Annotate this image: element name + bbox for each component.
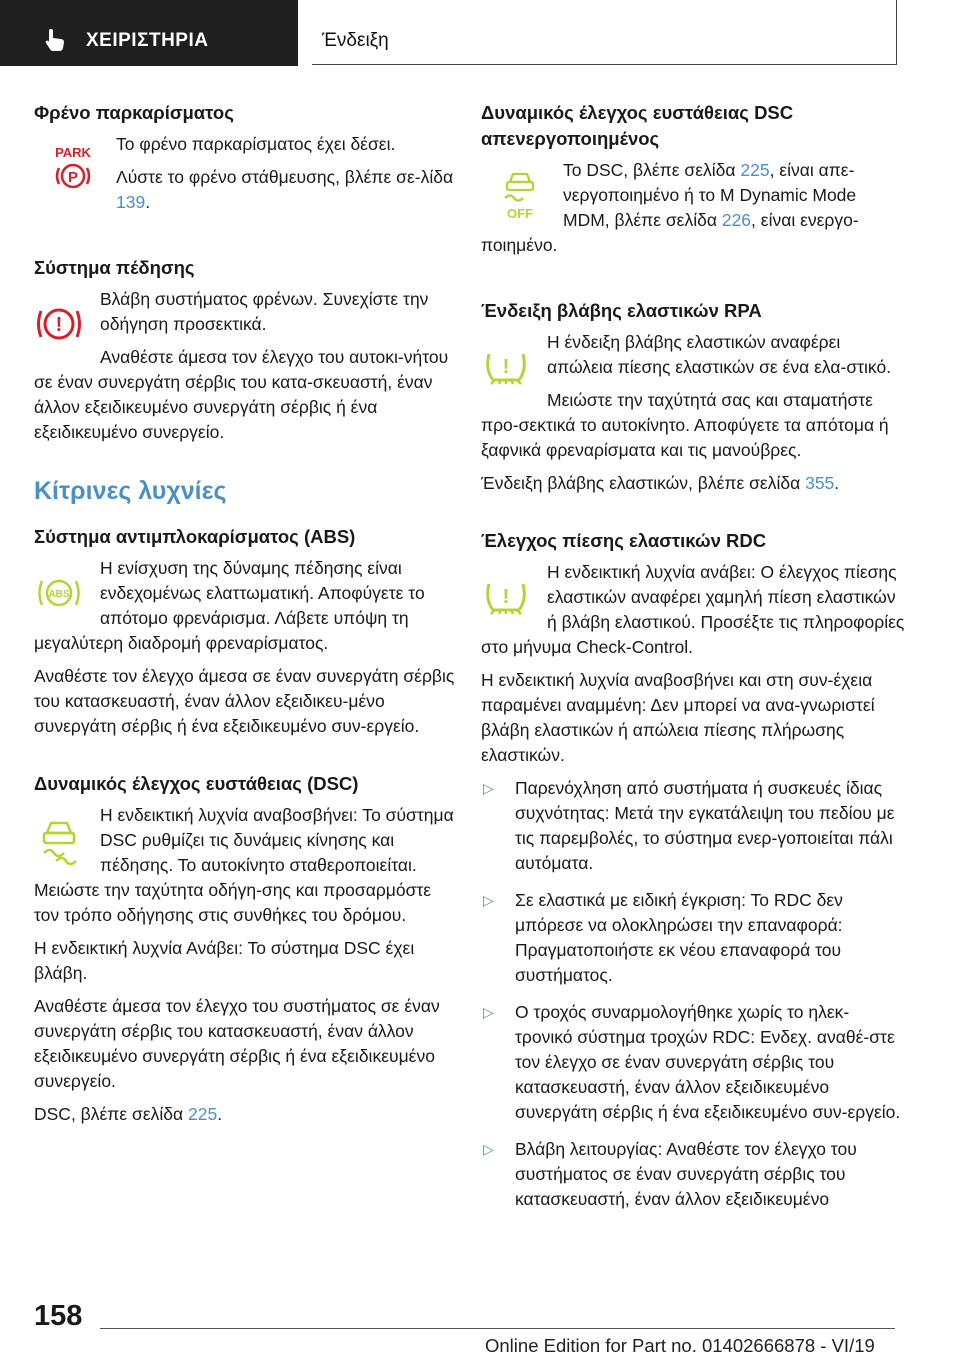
rpa-entry — [481, 298, 906, 496]
page-link-355[interactable]: 355 — [805, 473, 835, 493]
dsc-off-title: Δυναμικός έλεγχος ευστάθειας DSC απενεργοποιημένος — [481, 102, 794, 149]
triangle-bullet-icon: ▷ — [483, 892, 494, 908]
dsc-off-icon — [495, 168, 545, 222]
footer-divider — [100, 1328, 895, 1329]
brake-system-title: Σύστημα πέδησης — [34, 257, 195, 278]
section-box — [312, 0, 897, 65]
page-link-139[interactable]: 139 — [116, 192, 146, 212]
abs-title: Σύστημα αντιμπλοκαρίσματος (ABS) — [34, 526, 356, 547]
rdc-text-2: Η ενδεικτική λυχνία αναβοσβήνει και στη συν-έχεια παραμένει αναμμένη: Δεν μπορεί να ανα-γνωριστεί βλάβη ελαστικών ή απώλεια πίεσης πλήρωσης ελαστικών. — [481, 670, 875, 765]
list-item: ▷ Παρενόχληση από συστήματα ή συσκευές ίδιας συχνότητας: Μετά την εγκατάλειψη του πεδίου με τις παρεμβολές, το σύστημα ενερ-γοποιείται πάλι αυτόματα. — [483, 778, 895, 873]
page-link-226[interactable]: 226 — [721, 210, 752, 230]
dsc-skid-icon — [34, 813, 84, 867]
park-brake-entry — [34, 100, 459, 223]
abs-text-2: Αναθέστε τον έλεγχο άμεσα σε έναν συνεργάτη σέρβις του κατασκευαστή, έναν άλλον εξειδικευ-μένο συνεργάτη σέρβις ή ένα εξειδικευμένο συν-εργείο. — [34, 666, 455, 736]
yellow-lights-heading: Κίτρινες λυχνίες — [34, 477, 227, 505]
manual-section-label: ΧΕΙΡΙΣΤΗΡΙΑ — [86, 30, 209, 51]
dsc-text-2: Η ενδεικτική λυχνία Ανάβει: Το σύστημα DSC έχει βλάβη. — [34, 938, 415, 983]
park-brake-text-1: Το φρένο παρκαρίσματος έχει δέσει. — [116, 134, 396, 154]
page-header — [0, 0, 960, 66]
rdc-title: Έλεγχος πίεσης ελαστικών RDC — [481, 530, 767, 551]
page-link-225b[interactable]: 225 — [740, 160, 770, 180]
dsc-entry — [34, 771, 459, 1127]
list-item: ▷ Βλάβη λειτουργίας: Αναθέστε τον έλεγχο του συστήματος σε έναν συνεργάτη σέρβις του κατασκευαστή, έναν άλλον εξειδικευμένο — [483, 1139, 857, 1209]
abs-icon — [34, 566, 84, 620]
list-item: ▷ Σε ελαστικά με ειδική έγκριση: Το RDC δεν μπόρεσε να ολοκληρώσει την επαναφορά: Πραγματοποιήστε εκ νέου επαναφορά του συστήματος. — [483, 890, 843, 985]
rpa-text-1: Η ένδειξη βλάβης ελαστικών αναφέρει απώλεια πίεσης ελαστικών σε ένα ελα-στικό. — [547, 332, 892, 377]
tire-pressure-icon — [481, 570, 531, 624]
park-brake-title: Φρένο παρκαρίσματος — [34, 102, 234, 123]
park-brake-icon — [48, 142, 98, 196]
list-item: ▷ Ο τροχός συναρμολογήθηκε χωρίς το ηλεκ-τρονικό σύστημα τροχών RDC: Ενδεχ. αναθέ-στε τον έλεγχο σε έναν συνεργάτη σέρβις του κατασκευαστή, έναν άλλον εξειδικευμένο συνεργάτη σέρβις ή ένα εξειδικευμένο συν-εργείο. — [483, 1002, 901, 1122]
dsc-off-text-1: Το DSC, βλέπε σελίδα 225, είναι απε-νεργοποιημένο ή το M Dynamic Mode MDM, βλέπε σελίδα 226, είναι ενεργο-ποιημένο. — [481, 160, 859, 255]
brake-system-text-2: Αναθέστε άμεσα τον έλεγχο του αυτοκι-νήτου σε έναν συνεργάτη σέρβις του κατα-σκευαστή, έναν άλλον εξειδικευμένο συνεργάτη σέρβις ή ένα εξειδικευμένο συνεργείο. — [34, 347, 449, 442]
dsc-off-entry — [481, 100, 906, 266]
triangle-bullet-icon: ▷ — [483, 1141, 494, 1157]
page-number: 158 — [34, 1300, 83, 1332]
dsc-text-3: Αναθέστε άμεσα τον έλεγχο του συστήματος σε έναν συνεργάτη σέρβις του κατασκευαστή, έναν άλλον εξειδικευμένο συνεργάτη σέρβις ή ένα εξειδικευμένο συνεργείο. — [34, 996, 440, 1091]
triangle-bullet-icon: ▷ — [483, 1004, 494, 1020]
abs-entry — [34, 524, 459, 739]
tire-pressure-icon-glyph: ! — [502, 586, 510, 608]
rpa-text-3: Ένδειξη βλάβης ελαστικών, βλέπε σελίδα 355. — [481, 473, 840, 493]
brake-system-entry — [34, 255, 459, 445]
brake-warning-icon — [34, 297, 84, 351]
park-icon-text: PARK — [55, 145, 91, 160]
dsc-text-1: Η ενδεικτική λυχνία αναβοσβήνει: Το σύστημα DSC ρυθμίζει τις δυνάμεις κίνησης και πέδησης. Το αυτοκίνητο σταθεροποιείται. Μειώστε την ταχύτητα οδήγη-σης και προσαρμόστε τον τρόπο οδήγησης στις συνθήκες του δρόμου. — [34, 805, 454, 925]
hand-pointer-icon — [44, 28, 66, 52]
park-brake-text-2: Λύστε το φρένο στάθμευσης, βλέπε σε-λίδα 139. — [116, 167, 454, 212]
dsc-text-4: DSC, βλέπε σελίδα 225. — [34, 1104, 223, 1124]
manual-tab — [0, 0, 298, 66]
rpa-text-2: Μειώστε την ταχύτητά σας και σταματήστε προ-σεκτικά το αυτοκίνητο. Αποφύγετε τα απότομα ή ξαφνικά φρεναρίσματα και τις μανούβρες. — [481, 390, 889, 460]
park-icon-letter: P — [67, 169, 79, 186]
edition-footer: Online Edition for Part no. 01402666878 - VI/19 — [485, 1335, 875, 1356]
rdc-entry — [481, 528, 906, 1212]
right-column — [481, 100, 906, 1244]
abs-icon-text: ABS — [48, 589, 70, 600]
rdc-bullet-list — [481, 776, 906, 1212]
tire-icon-glyph: ! — [502, 356, 510, 378]
page-link-225[interactable]: 225 — [188, 1104, 218, 1124]
triangle-bullet-icon: ▷ — [483, 780, 494, 796]
brake-system-text-1: Βλάβη συστήματος φρένων. Συνεχίστε την οδήγηση προσεκτικά. — [100, 289, 429, 334]
rdc-text-1: Η ενδεικτική λυχνία ανάβει: Ο έλεγχος πίεσης ελαστικών αναφέρει χαμηλή πίεση ελαστικών ή βλάβη ελαστικού. Προσέξτε τις πληροφορίες στο μήνυμα Check-Control. — [481, 562, 905, 657]
dsc-title: Δυναμικός έλεγχος ευστάθειας (DSC) — [34, 773, 359, 794]
section-title: Ένδειξη — [322, 30, 389, 51]
left-column — [34, 100, 459, 1159]
abs-text-1: Η ενίσχυση της δύναμης πέδησης είναι ενδεχομένως ελαττωματική. Αποφύγετε το απότομο φρενάρισμα. Λάβετε υπόψη τη μεγαλύτερη διαδρομή φρεναρίσματος. — [34, 558, 425, 653]
rpa-title: Ένδειξη βλάβης ελαστικών RPA — [481, 300, 762, 321]
tire-warning-icon — [481, 340, 531, 394]
brake-icon-glyph: ! — [55, 314, 63, 336]
dsc-off-icon-text: OFF — [507, 206, 533, 221]
